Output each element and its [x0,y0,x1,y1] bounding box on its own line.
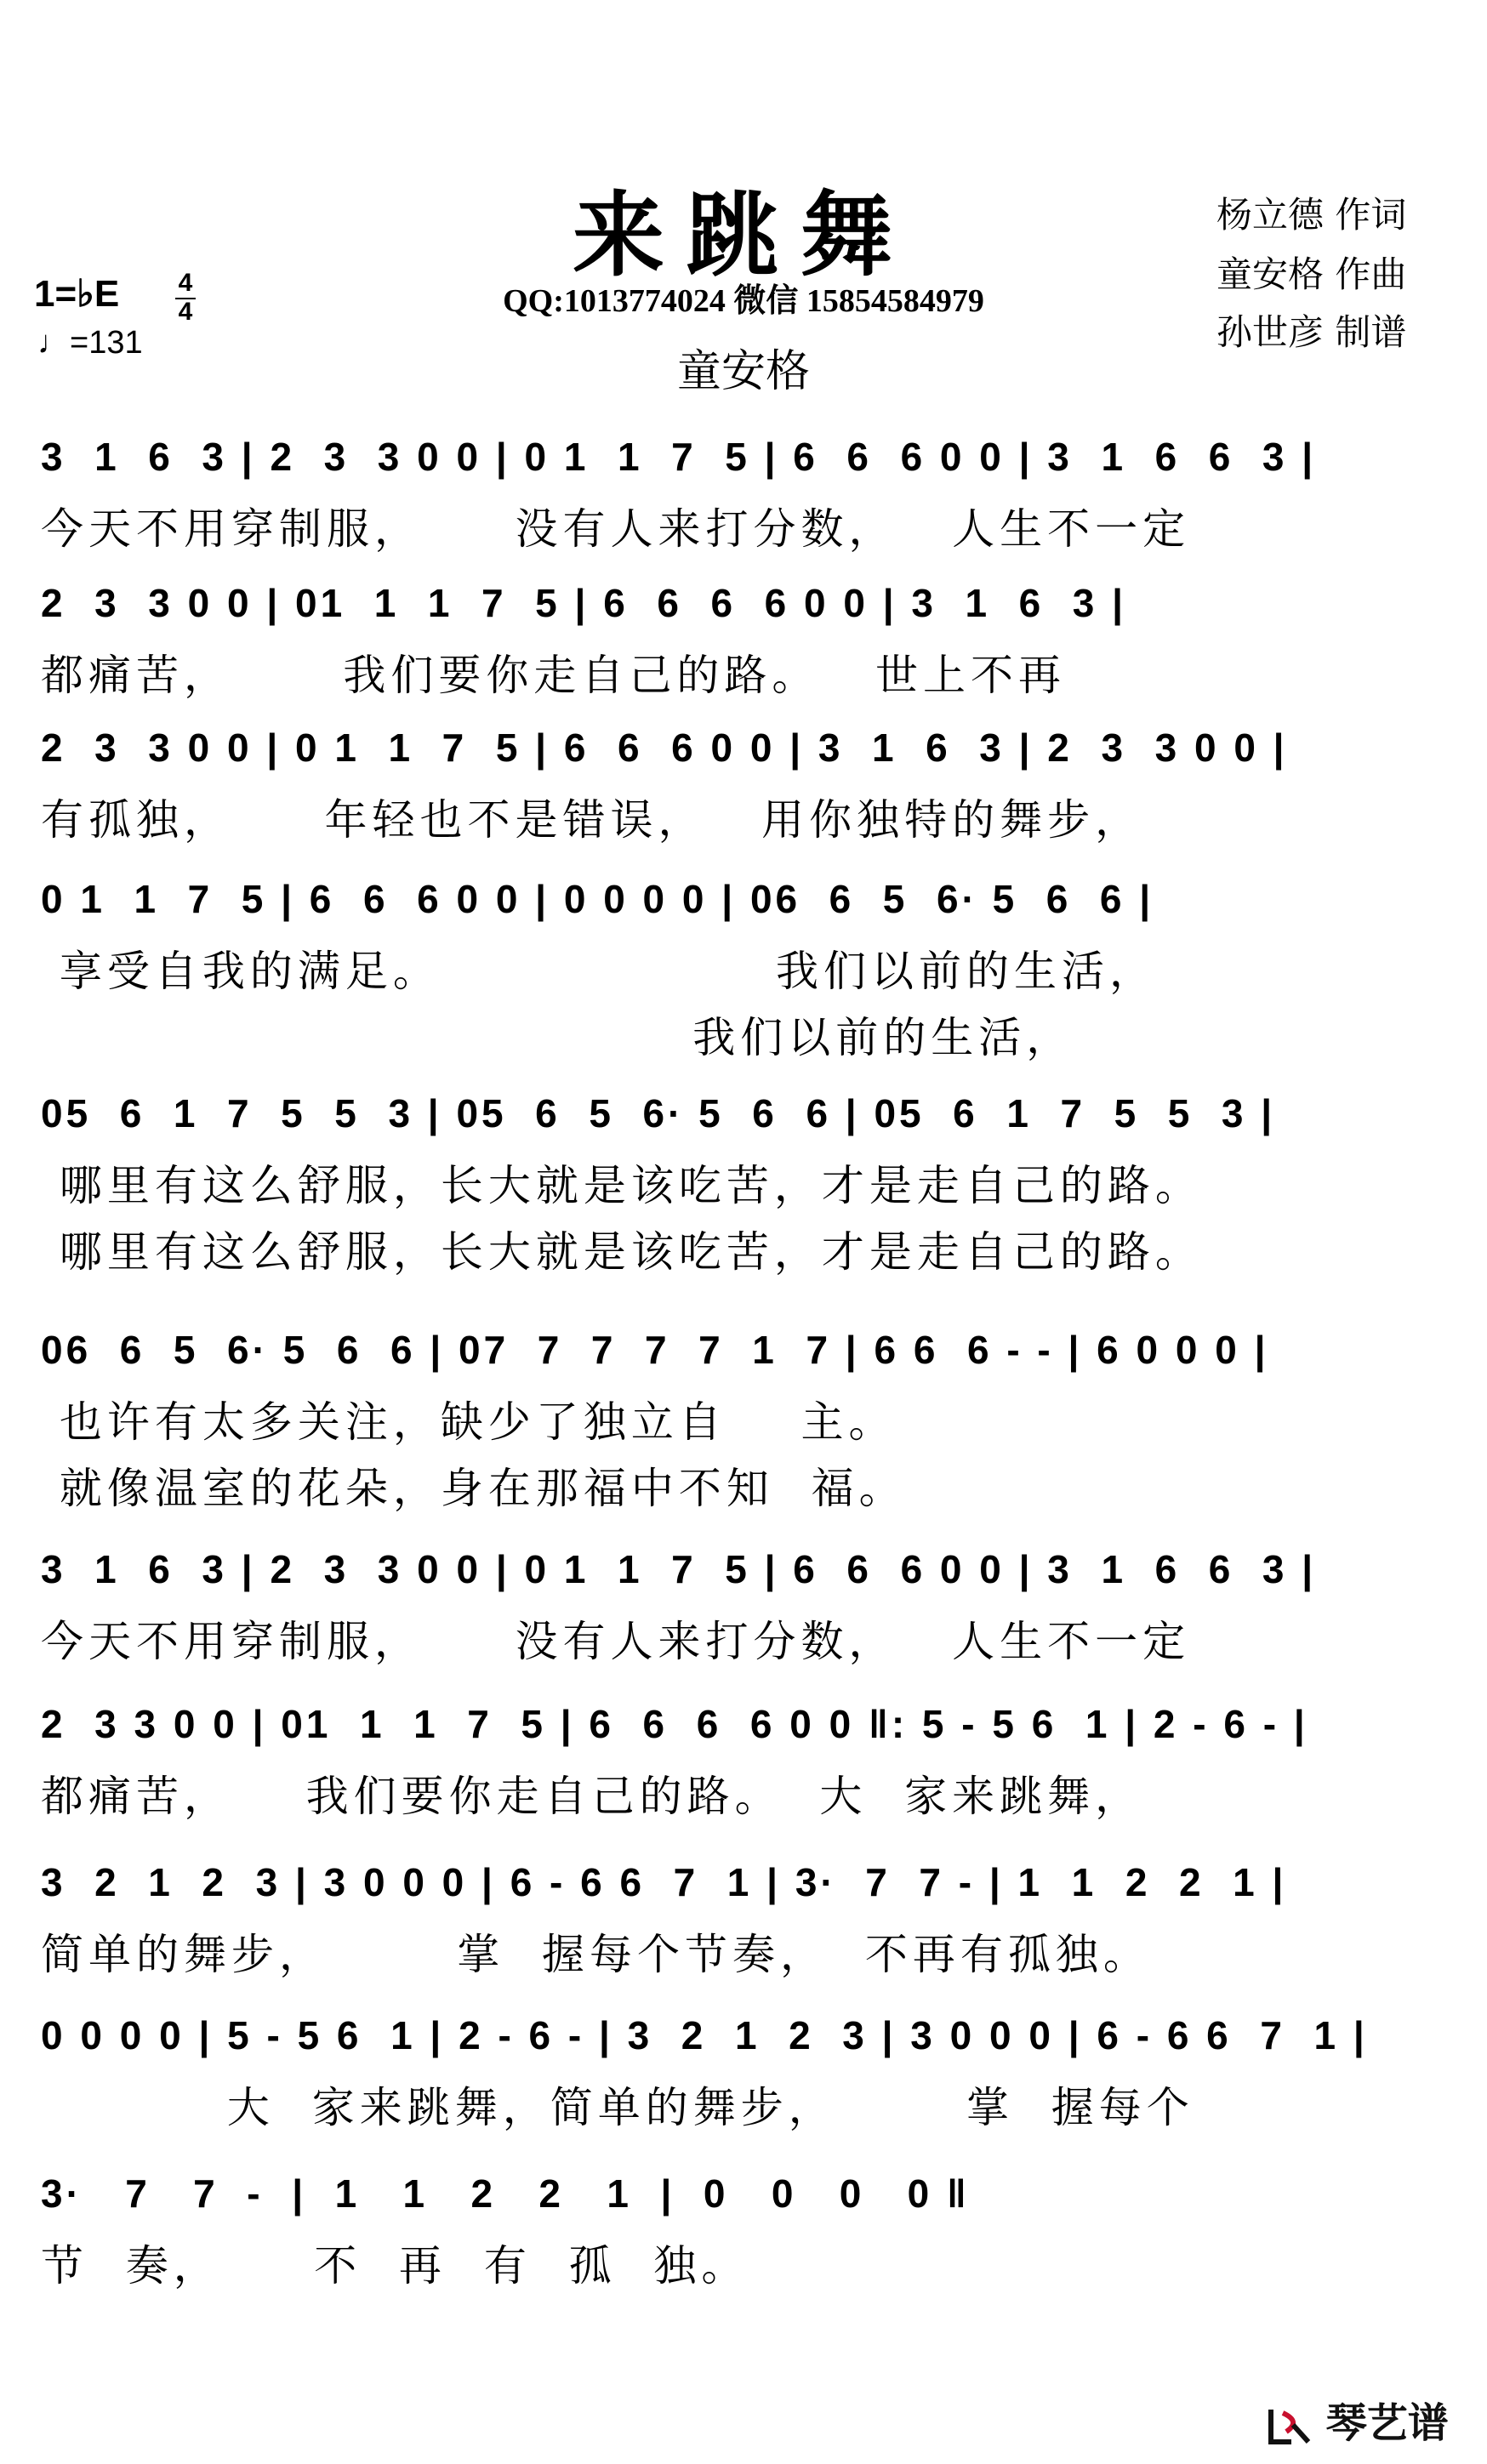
notation-line: 3· 7 7 - | 1 1 2 2 1 | 0 0 0 0 ‖ [41,2171,970,2216]
singer-name: 童安格 [676,346,810,397]
lyric-line: 哪里有这么舒服，长大就是该吃苦，才是走自己的路。 [41,1161,1203,1210]
lyric-line: 大 家来跳舞，简单的舞步， 掌 握每个 [41,2083,1194,2132]
notation-line: 2 3 3 0 0 | 01 1 1 7 5 | 6 6 6 6 0 0 | 3 1 6 3 | [41,581,1127,625]
lyric-line: 今天不用穿制服， 没有人来打分数， 人生不一定 [41,1617,1191,1666]
lyric-line: 简单的舞步， 掌 握每个节奏， 不再有孤独。 [41,1930,1151,1979]
lyricist-credit: 杨立德 作词 [1216,194,1407,236]
logo-mark-icon [1268,2406,1312,2445]
notation-line: 05 6 1 7 5 5 3 | 05 6 5 6· 5 6 6 | 05 6 1 7 5 5 3 | [41,1091,1276,1135]
lyric-line: 都痛苦， 我们要你走自己的路。 大 家来跳舞， [41,1772,1143,1821]
lyric-line: 节 奏， 不 再 有 孤 独。 [41,2241,749,2290]
notation-line: 3 1 6 3 | 2 3 3 0 0 | 0 1 1 7 5 | 6 6 6 0 0 | 3 1 6 6 3 | [41,1547,1317,1591]
notation-line: 3 2 1 2 3 | 3 0 0 0 | 6 - 6 6 7 1 | 3· 7 7 - | 1 1 2 2 1 | [41,1860,1287,1904]
notation-line: 2 3 3 0 0 | 01 1 1 7 5 | 6 6 6 6 0 0 ‖: 5 - 5 6 1 | 2 - 6 - | [41,1702,1308,1746]
lyric-line: 就像温室的花朵，身在那福中不知 福。 [41,1464,907,1513]
lyric-line: 有孤独， 年轻也不是错误， 用你独特的舞步， [41,795,1143,845]
lyric-line: 今天不用穿制服， 没有人来打分数， 人生不一定 [41,504,1191,554]
notation-line: 0 1 1 7 5 | 6 6 6 0 0 | 0 0 0 0 | 06 6 5 6· 5 6 6 | [41,877,1154,921]
contact-info: QQ:1013774024 微信 15854584979 [503,283,984,319]
notation-line: 06 6 5 6· 5 6 6 | 07 7 7 7 7 1 7 | 6 6 6 - - | 6 0 0 0 | [41,1328,1269,1372]
key-signature: 1=♭E [34,273,120,315]
tempo-marking: ♩=131 [37,325,143,361]
composer-credit: 童安格 作曲 [1216,253,1407,295]
lyric-line: 哪里有这么舒服，长大就是该吃苦，才是走自己的路。 [41,1227,1203,1277]
notation-line: 2 3 3 0 0 | 0 1 1 7 5 | 6 6 6 0 0 | 3 1 6 3 | 2 3 3 0 0 | [41,726,1288,770]
lyric-line: 我们以前的生活， [41,1013,1074,1062]
notation-line: 3 1 6 3 | 2 3 3 0 0 | 0 1 1 7 5 | 6 6 6 0 0 | 3 1 6 6 3 | [41,435,1317,479]
lyric-line: 也许有太多关注，缺少了独立自 主。 [41,1397,897,1447]
song-title: 来跳舞 [572,182,914,289]
time-signature [175,270,196,325]
transcriber-credit: 孙世彦 制谱 [1216,311,1407,353]
lyric-line: 享受自我的满足。 我们以前的生活， [41,947,1157,996]
meter-bottom: 4 [178,298,193,326]
logo-text: 琴艺谱 [1325,2399,1449,2447]
meter-top: 4 [178,269,193,297]
lyric-line: 都痛苦， 我们要你走自己的路。 世上不再 [41,651,1067,700]
site-logo [1268,2390,1449,2449]
notation-line: 0 0 0 0 | 5 - 5 6 1 | 2 - 6 - | 3 2 1 2 3 | 3 0 0 0 | 6 - 6 6 7 1 | [41,2013,1368,2057]
